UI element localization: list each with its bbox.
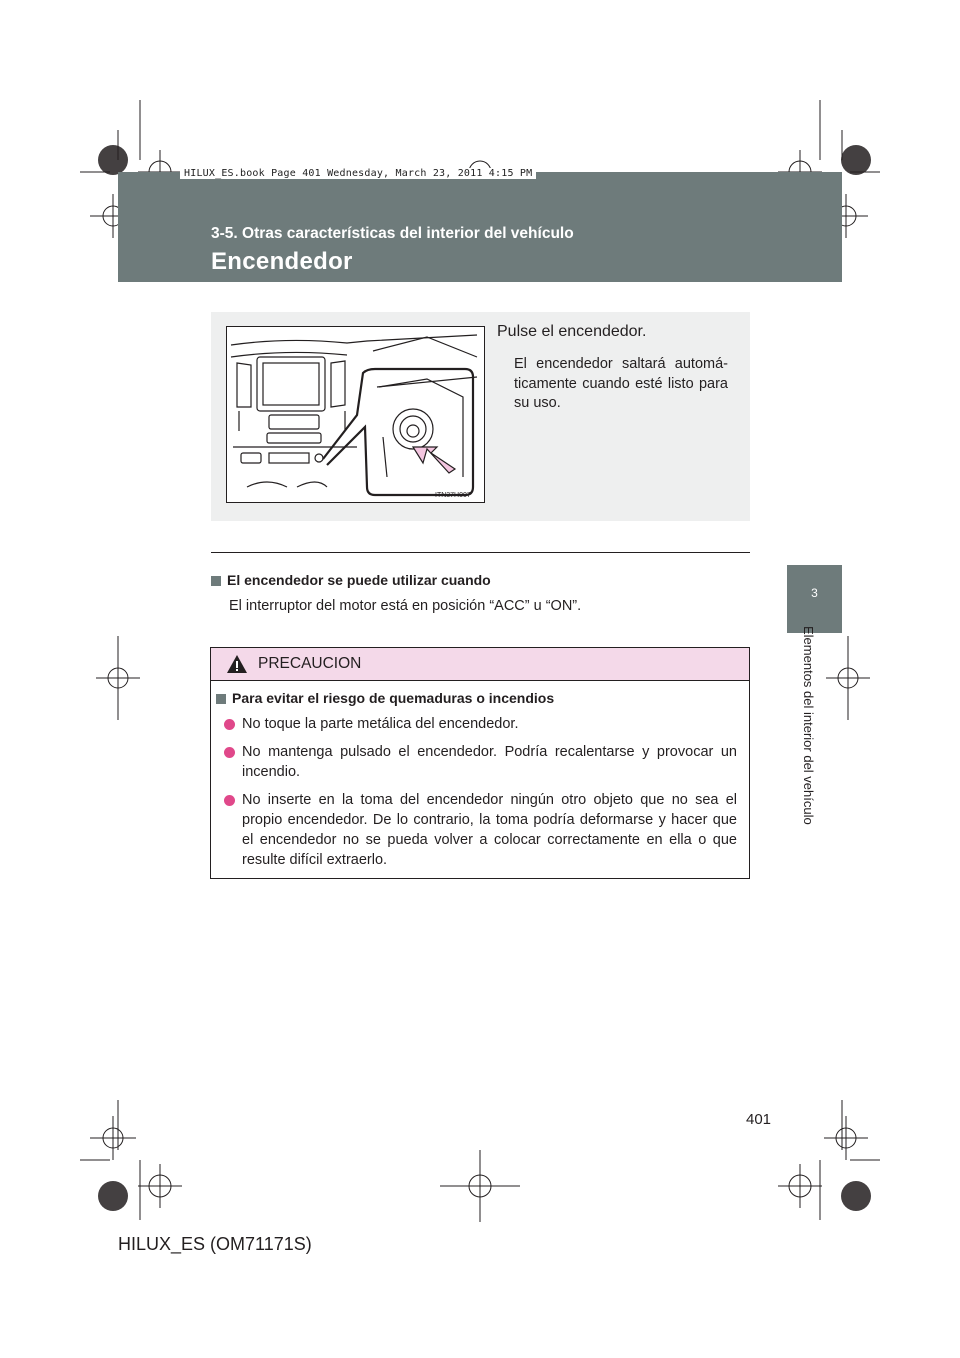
note-heading (211, 572, 491, 588)
step-description: El encendedor saltará automá-ticamente cuando esté listo para su uso. (514, 356, 728, 411)
caution-bullet (224, 790, 737, 870)
chapter-tab (787, 565, 842, 633)
warning-triangle-icon (226, 654, 248, 674)
step-instruction: Pulse el encendedor. (497, 323, 647, 340)
lighter-illustration (226, 326, 485, 503)
document-code: HILUX_ES (OM71171S) (118, 1234, 312, 1254)
caution-bullet (224, 714, 737, 734)
circle-bullet-icon (224, 719, 235, 730)
caution-heading (216, 690, 554, 706)
square-bullet-icon (211, 576, 221, 586)
caution-title: PRECAUCION (258, 655, 362, 672)
note-body: El interruptor del motor está en posición “ACC” u “ON”. (229, 598, 582, 614)
chapter-label: Elementos del interior del vehículo (801, 626, 816, 825)
section-subtitle: 3-5. Otras características del interior del vehículo (211, 225, 574, 242)
caution-bullet-text: No inserte en la toma del encendedor ningún otro objeto que no sea el propio encendedor. De lo contrario, la toma podría deformarse y hacer que el encendedor no se pueda volver a colocar correctamente en ella o que resulte difícil extraerlo. (242, 792, 737, 868)
caution-header (211, 648, 749, 681)
caution-bullet (224, 742, 737, 782)
figure-code: ITN37H007 (435, 492, 471, 499)
circle-bullet-icon (224, 795, 235, 806)
square-bullet-icon (216, 694, 226, 704)
dashboard-illustration (227, 327, 484, 502)
book-meta: HILUX_ES.book Page 401 Wednesday, March 23, 2011 4:15 PM (180, 168, 536, 179)
chapter-number: 3 (811, 586, 818, 600)
caution-heading-text: Para evitar el riesgo de quemaduras o incendios (232, 690, 555, 706)
caution-bullet-text: No mantenga pulsado el encendedor. Podría recalentarse y provocar un incendio. (242, 744, 737, 780)
note-heading-text: El encendedor se puede utilizar cuando (227, 572, 491, 588)
circle-bullet-icon (224, 747, 235, 758)
page-number: 401 (746, 1111, 772, 1128)
page-title: Encendedor (211, 248, 353, 275)
caution-box (210, 647, 750, 879)
caution-bullet-text: No toque la parte metálica del encendedor. (242, 716, 519, 732)
section-divider (211, 552, 750, 553)
